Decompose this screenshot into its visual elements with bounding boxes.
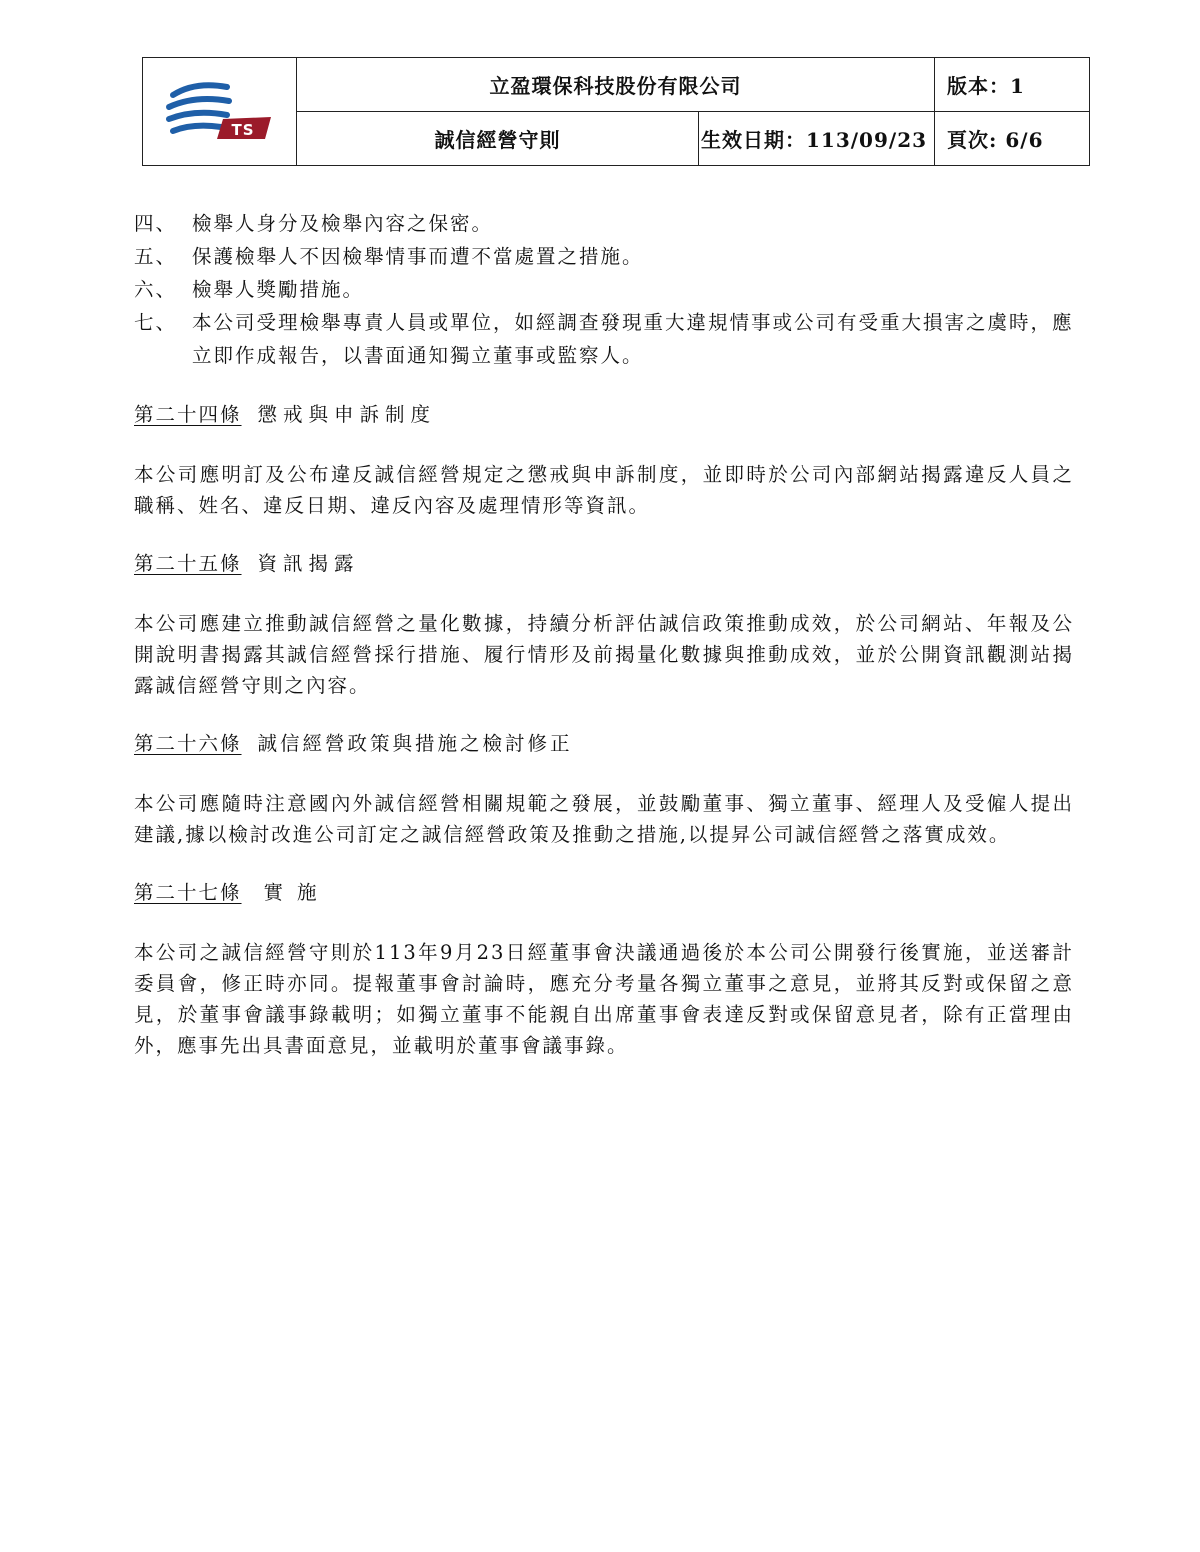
list-item: 四、 檢舉人身分及檢舉內容之保密。: [134, 212, 494, 235]
list-item: 六、 檢舉人獎勵措施。: [134, 278, 365, 301]
article-24-body: 本公司應明訂及公布違反誠信經營規定之懲戒與申訴制度，並即時於公司內部網站揭露違反人員之職稱、姓名、違反日期、違反內容及處理情形等資訊。: [134, 463, 1074, 517]
article-25-heading: 第二十五條 資訊揭露: [134, 552, 360, 575]
article-27-body: 本公司之誠信經營守則於113年9月23日經董事會決議通過後於本公司公開發行後實施，並送審計委員會，修正時亦同。提報董事會討論時，應充分考量各獨立董事之意見，並將其反對或保留之意見，於董事會議事錄載明；如獨立董事不能親自出席董事會表達反對或保留意見者，除有正當理由外，應事先出具書面意見，並載明於董事會議事錄。: [134, 941, 1074, 1057]
document-body: [134, 207, 1074, 1061]
numbered-list: [134, 207, 1074, 372]
document-header: [142, 57, 1090, 166]
company-name: 立盈環保科技股份有限公司: [297, 58, 935, 112]
svg-text:TS: TS: [230, 120, 255, 139]
company-logo: [143, 58, 297, 166]
list-item: 七、 本公司受理檢舉專責人員或單位，如經調查發現重大違規情事或公司有受重大損害之虞時，應立即作成報告，以書面通知獨立董事或監察人。: [134, 311, 1074, 367]
list-item: 五、 保護檢舉人不因檢舉情事而遭不當處置之措施。: [134, 245, 644, 268]
article-27-heading: 第二十七條 實施: [134, 881, 331, 904]
effective-date: 生效日期：113/09/23: [699, 112, 935, 166]
article-26-heading: 第二十六條 誠信經營政策與措施之檢討修正: [134, 732, 573, 755]
logo-waves-icon: [165, 77, 275, 147]
article-24-heading: 第二十四條 懲戒與申訴制度: [134, 403, 437, 426]
version-label: 版本：1: [935, 58, 1090, 112]
page-number: 頁次: 6/6: [935, 112, 1090, 166]
document-title: 誠信經營守則: [297, 112, 699, 166]
article-26-body: 本公司應隨時注意國內外誠信經營相關規範之發展，並鼓勵董事、獨立董事、經理人及受僱人提出建議,據以檢討改進公司訂定之誠信經營政策及推動之措施,以提昇公司誠信經營之落實成效。: [134, 792, 1074, 846]
article-25-body: 本公司應建立推動誠信經營之量化數據，持續分析評估誠信政策推動成效，於公司網站、年報及公開說明書揭露其誠信經營採行措施、履行情形及前揭量化數據與推動成效，並於公開資訊觀測站揭露誠信經營守則之內容。: [134, 612, 1074, 697]
